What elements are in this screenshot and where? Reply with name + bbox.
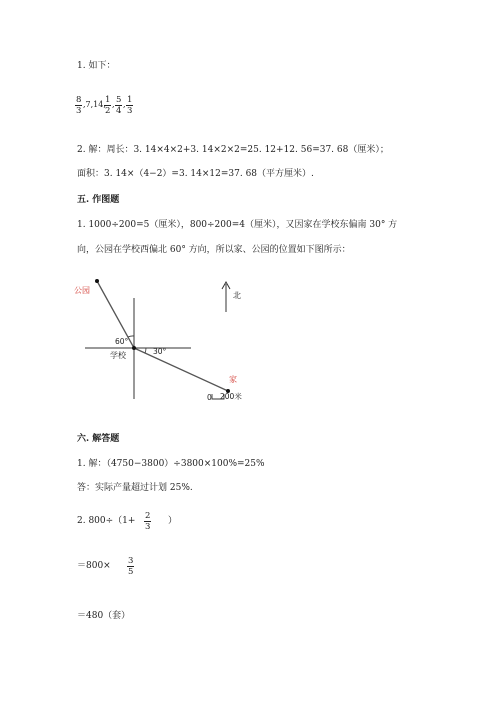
scale-length-label: 200米 [220,392,242,401]
section6-q2-result: ＝480（套） [77,611,131,621]
separator-text: , [112,100,115,109]
q2-line-1: 2. 解：周长：3. 14×4×2+3. 14×2×2=25. 12+12. 56=37. 68（厘米）； [77,145,389,155]
park-label: 公园 [74,286,90,295]
section6-q1-line-2: 答：实际产量超过计划 25%. [77,483,193,493]
fraction: $\frac{8}{3}$ [76,95,82,116]
section6-q2-step2: ＝800× [77,561,111,571]
school-point [132,346,136,350]
q2-line-2: 面积：3. 14×（4−2）=3. 14×12=37. 68（平方厘米）. [77,169,314,179]
fraction: $\frac{2}{3}$ [145,511,151,532]
section6-q2-prefix: 2. 800÷（1+ [77,516,136,526]
separator-text: ,7,14, [83,100,106,109]
angle-arc-30 [145,348,146,353]
angle-30-label: 30° [153,347,167,356]
angle-arc-60 [128,336,134,337]
scale-zero-label: 0 [207,393,212,402]
section6-q2-suffix: ） [168,516,178,526]
fraction: $\frac{1}{3}$ [127,95,133,116]
section5-line-1: 1. 1000÷200=5（厘米），800÷200=4（厘米），又因家在学校东偏南 30° 方 [77,220,398,230]
section6-q1-line-1: 1. 解：（4750−3800）÷3800×100%=25% [77,459,265,469]
section-heading: 五. 作图题 [77,195,120,205]
park-point [95,279,99,283]
angle-60-label: 60° [115,337,129,346]
section-heading: 六. 解答题 [77,434,120,444]
school-to-home-line [134,348,228,391]
fraction: $\frac{1}{2}$ [105,95,111,116]
home-label: 家 [229,375,237,384]
section5-line-2: 向，公园在学校西偏北 60° 方向，所以家、公园的位置如下图所示： [77,245,351,255]
separator-text: , [123,100,126,109]
fraction: $\frac{5}{4}$ [116,95,122,116]
north-label: 北 [233,291,241,300]
school-label: 学校 [110,351,126,360]
fraction: $\frac{3}{5}$ [128,556,134,577]
q1-label: 1. 如下： [77,61,116,71]
